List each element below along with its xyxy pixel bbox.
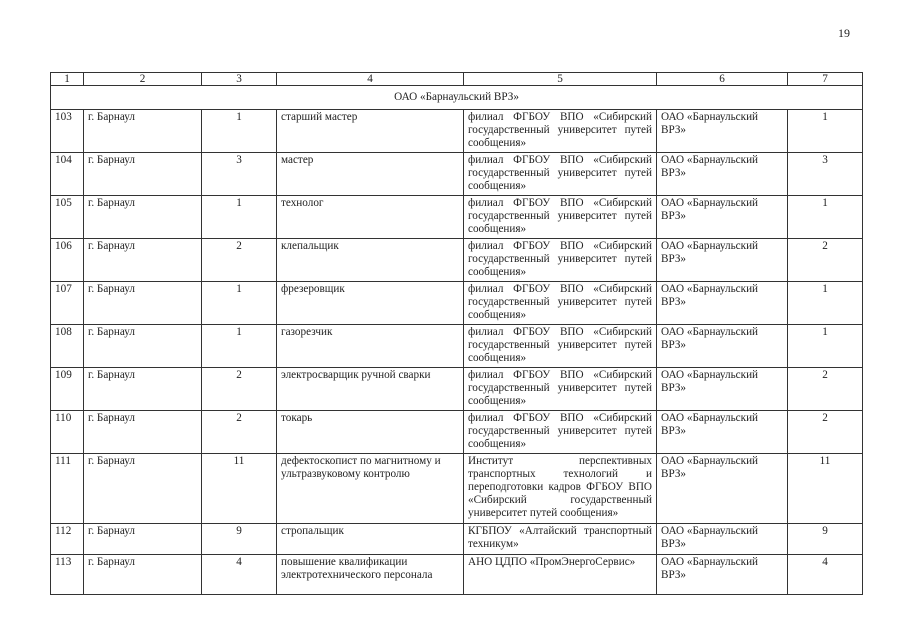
- count-cell: 9: [202, 524, 277, 555]
- column-number-5: 5: [464, 73, 657, 86]
- organization-cell: ОАО «Барнаульский ВРЗ»: [657, 325, 788, 368]
- profession-cell: токарь: [277, 411, 464, 454]
- count-cell: 3: [202, 153, 277, 196]
- total-cell: 2: [788, 411, 863, 454]
- table-row: [51, 325, 863, 368]
- city-cell: г. Барнаул: [84, 153, 202, 196]
- column-number-1: 1: [51, 73, 84, 86]
- row-number: 110: [51, 411, 84, 454]
- total-cell: 1: [788, 282, 863, 325]
- institution-cell: филиал ФГБОУ ВПО «Сибирский государственный университет путей сообщения»: [464, 110, 657, 153]
- table-row: [51, 454, 863, 524]
- table-row: [51, 524, 863, 555]
- profession-cell: электросварщик ручной сварки: [277, 368, 464, 411]
- city-cell: г. Барнаул: [84, 524, 202, 555]
- row-number: 111: [51, 454, 84, 524]
- column-number-6: 6: [657, 73, 788, 86]
- total-cell: 4: [788, 555, 863, 595]
- table-row: [51, 153, 863, 196]
- organization-cell: ОАО «Барнаульский ВРЗ»: [657, 555, 788, 595]
- column-number-row: [51, 73, 863, 86]
- total-cell: 1: [788, 196, 863, 239]
- count-cell: 1: [202, 282, 277, 325]
- group-title-row: [51, 86, 863, 110]
- institution-cell: Институт перспективных транспортных технологий и переподготовки кадров ФГБОУ ВПО «Сибирский государственный университет путей сообщения»: [464, 454, 657, 524]
- institution-cell: филиал ФГБОУ ВПО «Сибирский государственный университет путей сообщения»: [464, 153, 657, 196]
- row-number: 112: [51, 524, 84, 555]
- count-cell: 4: [202, 555, 277, 595]
- table-body: [51, 73, 863, 595]
- table-row: [51, 555, 863, 595]
- row-number: 109: [51, 368, 84, 411]
- total-cell: 2: [788, 239, 863, 282]
- count-cell: 1: [202, 196, 277, 239]
- city-cell: г. Барнаул: [84, 411, 202, 454]
- total-cell: 1: [788, 325, 863, 368]
- organization-cell: ОАО «Барнаульский ВРЗ»: [657, 282, 788, 325]
- institution-cell: филиал ФГБОУ ВПО «Сибирский государственный университет путей сообщения»: [464, 196, 657, 239]
- row-number: 104: [51, 153, 84, 196]
- count-cell: 2: [202, 368, 277, 411]
- row-number: 107: [51, 282, 84, 325]
- group-title: ОАО «Барнаульский ВРЗ»: [51, 86, 863, 110]
- column-number-3: 3: [202, 73, 277, 86]
- city-cell: г. Барнаул: [84, 325, 202, 368]
- row-number: 105: [51, 196, 84, 239]
- column-number-4: 4: [277, 73, 464, 86]
- institution-cell: филиал ФГБОУ ВПО «Сибирский государственный университет путей сообщения»: [464, 411, 657, 454]
- profession-cell: технолог: [277, 196, 464, 239]
- profession-cell: повышение квалификации электротехнического персонала: [277, 555, 464, 595]
- profession-cell: мастер: [277, 153, 464, 196]
- organization-cell: ОАО «Барнаульский ВРЗ»: [657, 110, 788, 153]
- organization-cell: ОАО «Барнаульский ВРЗ»: [657, 411, 788, 454]
- institution-cell: филиал ФГБОУ ВПО «Сибирский государственный университет путей сообщения»: [464, 368, 657, 411]
- document-table: [50, 72, 863, 595]
- city-cell: г. Барнаул: [84, 555, 202, 595]
- column-number-2: 2: [84, 73, 202, 86]
- organization-cell: ОАО «Барнаульский ВРЗ»: [657, 524, 788, 555]
- total-cell: 9: [788, 524, 863, 555]
- organization-cell: ОАО «Барнаульский ВРЗ»: [657, 153, 788, 196]
- profession-cell: фрезеровщик: [277, 282, 464, 325]
- total-cell: 2: [788, 368, 863, 411]
- count-cell: 1: [202, 110, 277, 153]
- count-cell: 11: [202, 454, 277, 524]
- row-number: 106: [51, 239, 84, 282]
- institution-cell: АНО ЦДПО «ПромЭнергоСервис»: [464, 555, 657, 595]
- profession-cell: стропальщик: [277, 524, 464, 555]
- organization-cell: ОАО «Барнаульский ВРЗ»: [657, 368, 788, 411]
- page-number: 19: [838, 26, 850, 40]
- institution-cell: КГБПОУ «Алтайский транспортный техникум»: [464, 524, 657, 555]
- profession-cell: клепальщик: [277, 239, 464, 282]
- organization-cell: ОАО «Барнаульский ВРЗ»: [657, 196, 788, 239]
- table-row: [51, 411, 863, 454]
- total-cell: 1: [788, 110, 863, 153]
- city-cell: г. Барнаул: [84, 239, 202, 282]
- table-row: [51, 368, 863, 411]
- city-cell: г. Барнаул: [84, 368, 202, 411]
- organization-cell: ОАО «Барнаульский ВРЗ»: [657, 454, 788, 524]
- city-cell: г. Барнаул: [84, 196, 202, 239]
- city-cell: г. Барнаул: [84, 282, 202, 325]
- institution-cell: филиал ФГБОУ ВПО «Сибирский государственный университет путей сообщения»: [464, 239, 657, 282]
- table-row: [51, 110, 863, 153]
- city-cell: г. Барнаул: [84, 454, 202, 524]
- total-cell: 3: [788, 153, 863, 196]
- total-cell: 11: [788, 454, 863, 524]
- profession-cell: дефектоскопист по магнитному и ультразвуковому контролю: [277, 454, 464, 524]
- count-cell: 2: [202, 239, 277, 282]
- city-cell: г. Барнаул: [84, 110, 202, 153]
- row-number: 108: [51, 325, 84, 368]
- table-row: [51, 239, 863, 282]
- row-number: 113: [51, 555, 84, 595]
- profession-cell: старший мастер: [277, 110, 464, 153]
- institution-cell: филиал ФГБОУ ВПО «Сибирский государственный университет путей сообщения»: [464, 282, 657, 325]
- column-number-7: 7: [788, 73, 863, 86]
- row-number: 103: [51, 110, 84, 153]
- institution-cell: филиал ФГБОУ ВПО «Сибирский государственный университет путей сообщения»: [464, 325, 657, 368]
- profession-cell: газорезчик: [277, 325, 464, 368]
- count-cell: 1: [202, 325, 277, 368]
- table-row: [51, 196, 863, 239]
- count-cell: 2: [202, 411, 277, 454]
- organization-cell: ОАО «Барнаульский ВРЗ»: [657, 239, 788, 282]
- table-row: [51, 282, 863, 325]
